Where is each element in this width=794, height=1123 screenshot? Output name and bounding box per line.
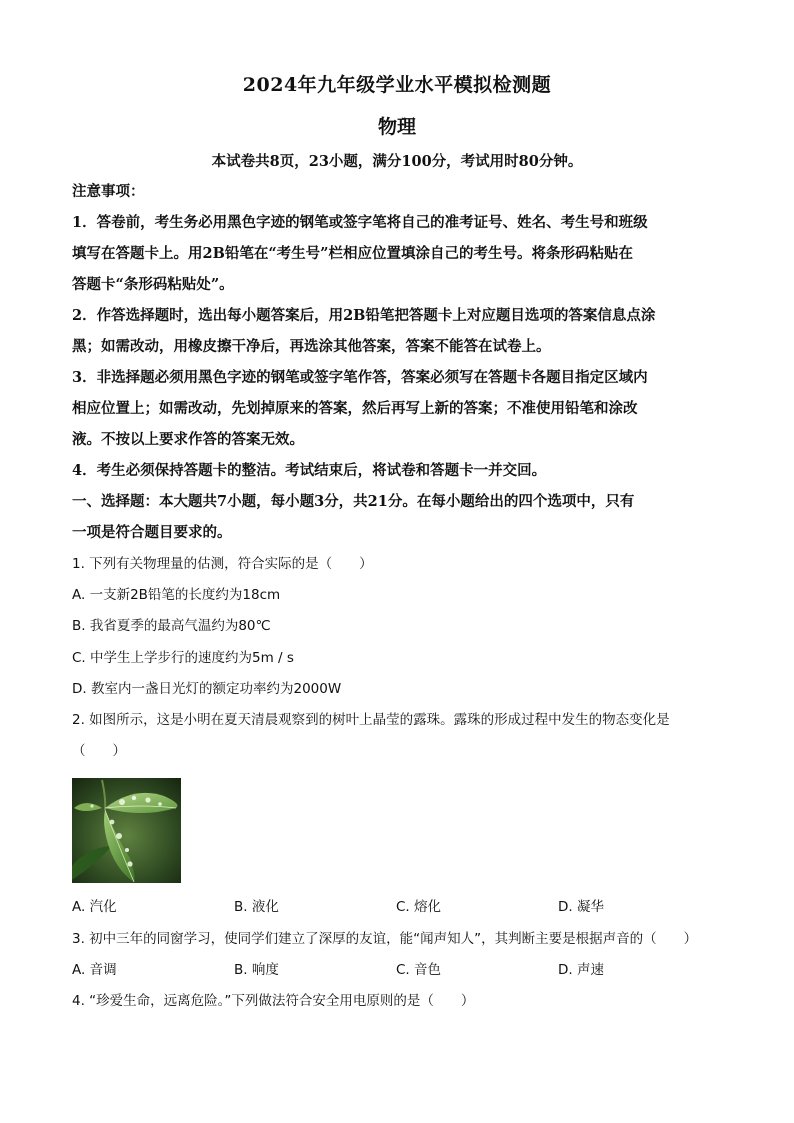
notes-label: 注意事项： bbox=[72, 183, 145, 200]
note-1-line-1: 1．答卷前，考生务必用黑色字迹的钢笔或签字笔将自己的准考证号、姓名、考生号和班级 bbox=[72, 214, 648, 231]
note-1-line-3: 答题卡“条形码粘贴处”。 bbox=[72, 276, 234, 293]
exam-info: 本试卷共8页，23小题，满分100分，考试用时80分钟。 bbox=[211, 153, 583, 170]
question-2-option-d: D. 凝华 bbox=[558, 899, 604, 915]
question-1-option-c: C. 中学生上学步行的速度约为5m / s bbox=[72, 650, 294, 666]
dew-leaf-image bbox=[72, 778, 181, 883]
question-1-option-b: B. 我省夏季的最高气温约为80℃ bbox=[72, 618, 271, 634]
exam-subject: 物理 bbox=[377, 116, 416, 138]
question-2-option-a: A. 汽化 bbox=[72, 899, 117, 915]
note-3-line-2: 相应位置上；如需改动，先划掉原来的答案，然后再写上新的答案；不准使用铅笔和涂改 bbox=[72, 400, 638, 417]
question-1-stem: 1. 下列有关物理量的估测，符合实际的是（ ） bbox=[72, 556, 373, 572]
section-1-line-2: 一项是符合题目要求的。 bbox=[72, 524, 232, 541]
question-2-option-b: B. 液化 bbox=[234, 899, 279, 915]
question-1-option-d: D. 教室内一盏日光灯的额定功率约为2000W bbox=[72, 681, 342, 697]
note-2 bbox=[72, 300, 732, 362]
question-3-option-a: A. 音调 bbox=[72, 962, 117, 978]
note-1 bbox=[72, 207, 732, 300]
note-3-line-3: 液。不按以上要求作答的答案无效。 bbox=[72, 431, 304, 448]
note-4-line-1: 4．考生必须保持答题卡的整洁。考试结束后，将试卷和答题卡一并交回。 bbox=[72, 462, 547, 479]
question-3-option-b: B. 响度 bbox=[234, 962, 279, 978]
question-1-option-a: A. 一支新2B铅笔的长度约为18cm bbox=[72, 587, 281, 603]
question-2-stem-line-2: （ ） bbox=[72, 743, 126, 759]
question-3-option-d: D. 声速 bbox=[558, 962, 604, 978]
question-3-option-c: C. 音色 bbox=[396, 962, 442, 978]
question-2-option-c: C. 熔化 bbox=[396, 899, 442, 915]
note-2-line-1: 2．作答选择题时，选出每小题答案后，用2B铅笔把答题卡上对应题目选项的答案信息点涂 bbox=[72, 307, 656, 324]
note-3 bbox=[72, 362, 732, 455]
note-4 bbox=[72, 455, 732, 486]
note-3-line-1: 3．非选择题必须用黑色字迹的钢笔或签字笔作答，答案必须写在答题卡各题目指定区域内 bbox=[72, 369, 648, 386]
section-1-line-1: 一、选择题：本大题共7小题，每小题3分，共21分。在每小题给出的四个选项中，只有 bbox=[72, 493, 635, 510]
question-2-stem-line-1: 2. 如图所示，这是小明在夏天清晨观察到的树叶上晶莹的露珠。露珠的形成过程中发生的物态变化是 bbox=[72, 712, 670, 728]
note-2-line-2: 黑；如需改动，用橡皮擦干净后，再选涂其他答案，答案不能答在试卷上。 bbox=[72, 338, 551, 355]
section-1-heading bbox=[72, 486, 732, 548]
exam-title: 2024年九年级学业水平模拟检测题 bbox=[242, 74, 552, 96]
question-4-stem: 4. “珍爱生命，远离危险。”下列做法符合安全用电原则的是（ ） bbox=[72, 993, 475, 1009]
question-3-stem: 3. 初中三年的同窗学习，使同学们建立了深厚的友谊，能“闻声知人”，其判断主要是根据声音的（ ） bbox=[72, 931, 698, 947]
note-1-line-2: 填写在答题卡上。用2B铅笔在“考生号”栏相应位置填涂自己的考生号。将条形码粘贴在 bbox=[72, 245, 634, 262]
